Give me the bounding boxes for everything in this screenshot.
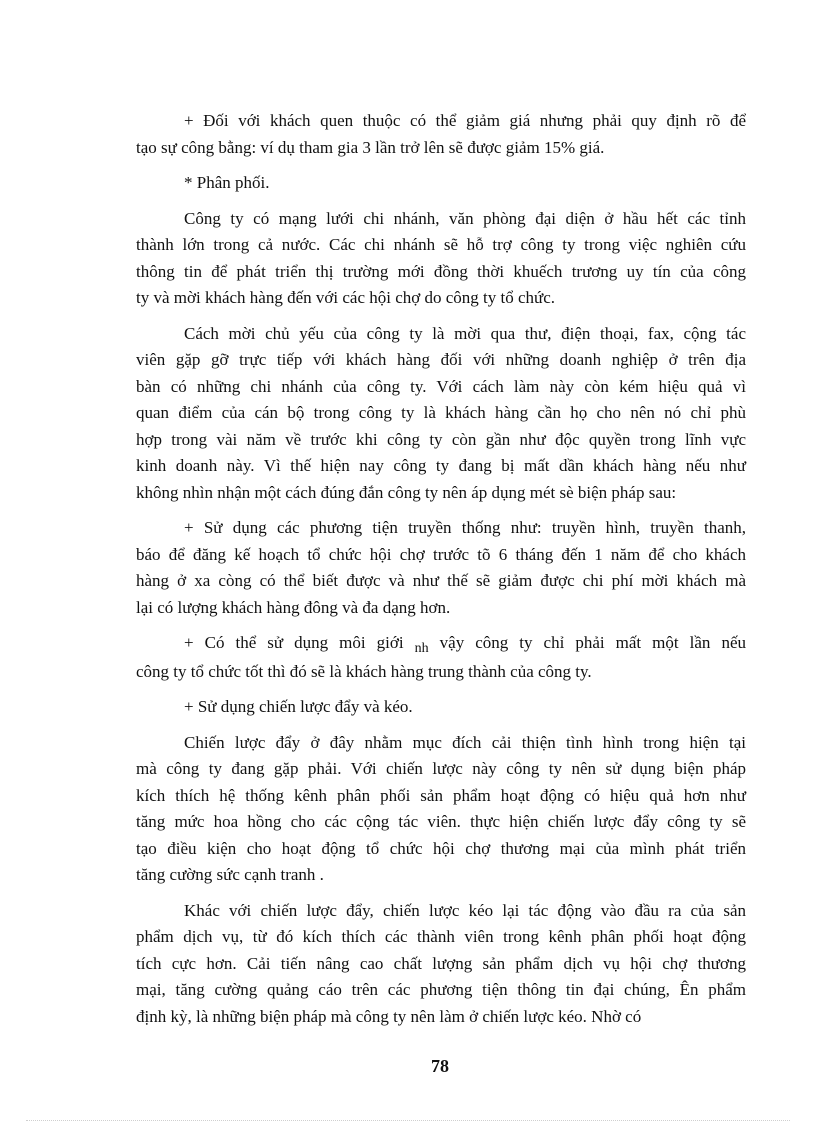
page-number: 78 <box>431 1056 449 1076</box>
text-line: ty và mời khách hàng đến với các hội chợ do công ty tổ chức. <box>136 288 556 307</box>
text-fragment: + Có thể sử dụng môi giới <box>184 633 404 652</box>
text-line: lại có lượng khách hàng đông và đa dạng hơn. <box>136 597 451 617</box>
paragraph-discount <box>136 108 746 161</box>
text-line: + Sử dụng các phương tiện truyền thống như: truyền hình, truyền thanh, <box>184 518 746 537</box>
text-line: mà công ty đang gặp phải. Với chiến lược này công ty nên sử dụng biện pháp <box>136 759 746 778</box>
paragraph-brokers <box>136 630 746 685</box>
paragraph-push-pull-heading <box>136 694 746 721</box>
text-line: Công ty có mạng lưới chi nhánh, văn phòng đại diện ở hầu hết các tỉnh <box>184 208 746 228</box>
text-line: Cách mời chủ yếu của công ty là mời qua thư, điện thoại, fax, cộng tác <box>184 323 746 343</box>
text-line: tích cực hơn. Cải tiến nâng cao chất lượng sản phẩm dịch vụ hội chợ thương <box>136 953 746 973</box>
body-text <box>136 108 746 1039</box>
subscript-fragment: nh <box>414 641 429 656</box>
paragraph-pull-strategy <box>136 898 746 1031</box>
text-line: thành lớn trong cả nước. Các chi nhánh sẽ hỗ trợ công ty trong việc nghiên cứu <box>136 235 746 254</box>
text-fragment: vậy công ty chỉ phải mất một lần nếu <box>439 633 746 652</box>
text-line: bàn có những chi nhánh của công ty. Với cách làm này còn kém hiệu quả vì <box>136 376 746 396</box>
text-line: Khác với chiến lược đẩy, chiến lược kéo lại tác động vào đầu ra của sản <box>184 900 746 920</box>
text-line: thông tin để phát triển thị trường mới đồng thời khuếch trương uy tín của công <box>136 261 746 281</box>
text-line: + Sử dụng chiến lược đẩy và kéo. <box>184 697 413 716</box>
text-line: kinh doanh này. Vì thế hiện nay công ty đang bị mất dần khách hàng nếu như <box>136 456 746 475</box>
page-bottom-divider <box>26 1120 790 1121</box>
text-line: phẩm dịch vụ, từ đó kích thích các thành viên trong kênh phân phối hoạt động <box>136 927 746 946</box>
text-line: * Phân phối. <box>184 173 270 192</box>
paragraph-invitation-methods <box>136 321 746 507</box>
text-line: định kỳ, là những biện pháp mà công ty nên làm ở chiến lược kéo. Nhờ có <box>136 1006 642 1026</box>
text-line: mại, tăng cường quảng cáo trên các phương tiện thông tin đại chúng, Ên phẩm <box>136 980 746 999</box>
paragraph-push-strategy <box>136 730 746 889</box>
section-heading-distribution <box>136 170 746 197</box>
text-line: hàng ở xa còng có thể biết được và như thế sẽ giảm được chi phí mời khách mà <box>136 571 746 590</box>
text-line: Chiến lược đẩy ở đây nhằm mục đích cải thiện tình hình trong hiện tại <box>184 732 746 752</box>
text-line: viên gặp gỡ trực tiếp với khách hàng đối với những doanh nghiệp ở trên địa <box>136 350 746 369</box>
text-line: kích thích hệ thống kênh phân phối sản phẩm hoạt động có hiệu quả hơn như <box>136 785 746 805</box>
text-line: tạo sự công bằng: ví dụ tham gia 3 lần trở lên sẽ được giảm 15% giá. <box>136 137 605 157</box>
text-line: không nhìn nhận một cách đúng đắn công ty nên áp dụng mét sè biện pháp sau: <box>136 482 677 502</box>
text-line: quan điểm của cán bộ trong công ty là khách hàng cần họ cho nên nó chỉ phù <box>136 403 746 422</box>
paragraph-media-channels <box>136 515 746 621</box>
paragraph-branch-network <box>136 206 746 312</box>
text-line: tăng cường sức cạnh tranh . <box>136 865 324 884</box>
text-line: báo để đăng kế hoạch tổ chức hội chợ trước tõ 6 tháng đến 1 năm để cho khách <box>136 544 746 564</box>
text-line: hợp trong vài năm về trước khi công ty còn gần như độc quyền trong lĩnh vực <box>136 429 746 449</box>
text-line: + Đối với khách quen thuộc có thể giảm giá nhưng phải quy định rõ để <box>184 111 746 130</box>
text-line: tăng mức hoa hồng cho các cộng tác viên. thực hiện chiến lược đẩy công ty sẽ <box>136 812 746 831</box>
text-line: công ty tổ chức tốt thì đó sẽ là khách hàng trung thành của công ty. <box>136 661 592 681</box>
text-line <box>136 630 746 659</box>
text-line: tạo điều kiện cho hoạt động tổ chức hội chợ thương mại của mình phát triển <box>136 838 746 858</box>
